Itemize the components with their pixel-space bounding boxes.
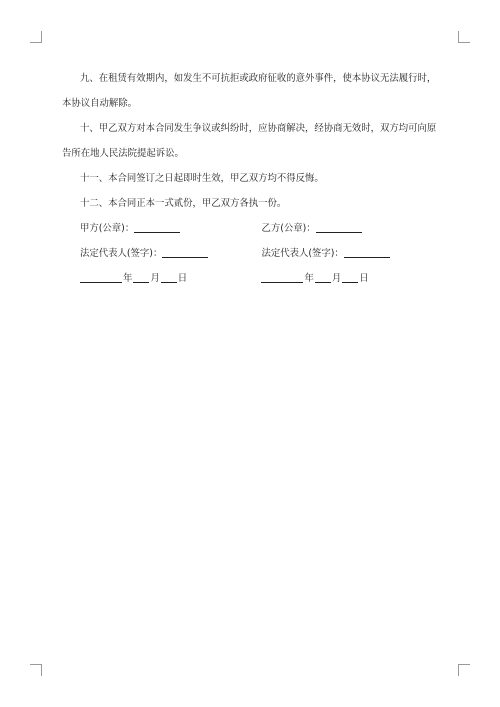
party-a-seal: [80, 216, 261, 241]
date-b-year-blank: [261, 273, 303, 283]
party-b-seal: [261, 216, 438, 241]
clause-12: 十二、本合同正本一式贰份，甲乙双方各执一份。: [80, 198, 287, 209]
crop-mark-bottom-left: [30, 664, 42, 676]
rep-a-blank: [162, 248, 208, 258]
date-a-year-blank: [80, 273, 122, 283]
clause-11: 十一、本合同签订之日起即时生效，甲乙双方均不得反悔。: [80, 173, 324, 184]
rep-b-signature: [261, 241, 438, 266]
date-b-month-blank: [315, 273, 331, 283]
crop-mark-bottom-right: [458, 664, 470, 676]
date-b-day-blank: [342, 273, 358, 283]
representative-row: [80, 241, 438, 266]
party-a-label: 甲方(公章)：: [80, 223, 135, 234]
date-b-day-label: 日: [359, 273, 369, 284]
date-a: [80, 266, 261, 291]
party-b-label: 乙方(公章)：: [261, 223, 316, 234]
date-a-day-label: 日: [177, 273, 188, 284]
party-b-blank: [316, 223, 362, 233]
crop-mark-top-left: [30, 31, 42, 43]
party-a-blank: [134, 223, 180, 233]
contract-body: [62, 66, 438, 291]
date-b-month-label: 月: [331, 273, 342, 284]
crop-mark-top-right: [458, 31, 470, 43]
date-a-month-label: 月: [150, 273, 160, 284]
rep-b-label: 法定代表人(签字)：: [261, 248, 344, 259]
date-row: [80, 266, 438, 291]
date-b: [261, 266, 438, 291]
rep-a-signature: [80, 241, 261, 266]
rep-b-blank: [344, 248, 390, 258]
clause-10: 十、甲乙双方对本合同发生争议或纠纷时，应协商解决，经协商无效时，双方均可向原告所在地人民法院提起诉讼。: [62, 123, 437, 159]
date-a-day-blank: [161, 273, 177, 283]
date-a-month-blank: [133, 273, 149, 283]
rep-a-label: 法定代表人(签字)：: [80, 248, 163, 259]
clause-9: 九、在租赁有效期内，如发生不可抗拒或政府征收的意外事件，使本协议无法履行时，本协议自动解除。: [62, 73, 437, 109]
date-b-year-label: 年: [304, 273, 314, 284]
date-a-year-label: 年: [123, 273, 133, 284]
party-seal-row: [80, 216, 438, 241]
